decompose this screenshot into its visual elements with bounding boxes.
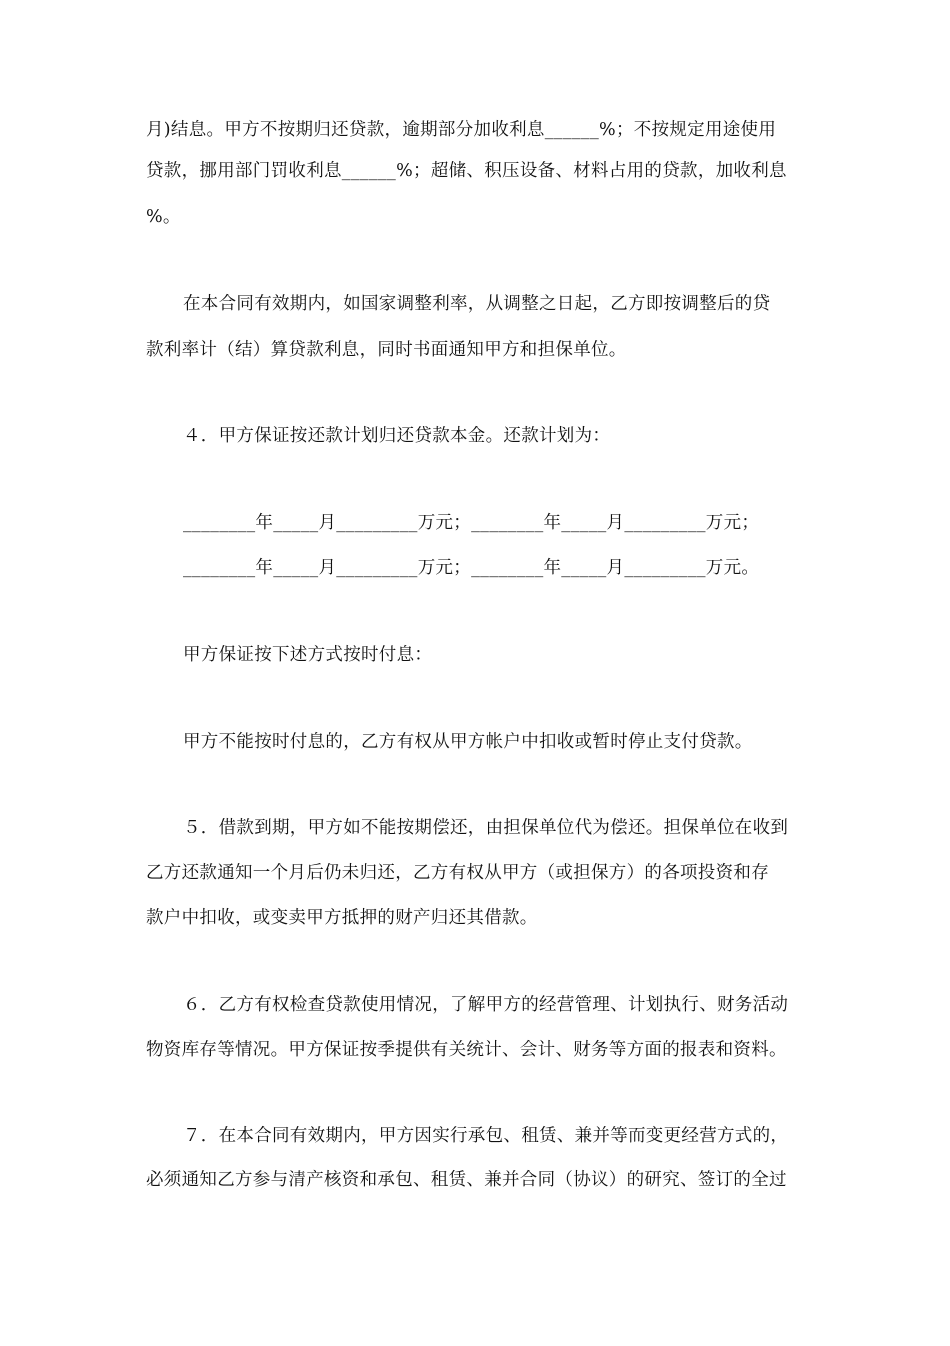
clause-5-line-2: 乙方还款通知一个月后仍未归还，乙方有权从甲方（或担保方）的各项投资和存	[146, 863, 769, 883]
adjust-line-1: 在本合同有效期内，如国家调整利率，从调整之日起，乙方即按调整后的贷	[183, 294, 771, 314]
clause-5-line-1: ５．借款到期，甲方如不能按期偿还，由担保单位代为偿还。担保单位在收到	[183, 818, 789, 838]
rates-line-2: 贷款，挪用部门罚收利息______%；超储、积压设备、材料占用的贷款，加收利息	[146, 161, 787, 181]
clause-6-line-2: 物资库存等情况。甲方保证按季提供有关统计、会计、财务等方面的报表和资料。	[146, 1040, 787, 1060]
clause-7-line-2: 必须通知乙方参与清产核资和承包、租赁、兼并合同（协议）的研究、签订的全过	[146, 1170, 787, 1190]
clause-6-line-1: ６．乙方有权检查贷款使用情况，了解甲方的经营管理、计划执行、财务活动	[183, 995, 789, 1015]
rates-line-3: %。	[146, 207, 181, 227]
clause-5-line-3: 款户中扣收，或变卖甲方抵押的财产归还其借款。	[146, 908, 538, 928]
schedule-row-1: ________年_____月_________万元；________年_____月_________万元；	[183, 513, 760, 533]
clause-7-line-1: ７．在本合同有效期内，甲方因实行承包、租赁、兼并等而变更经营方式的，	[183, 1126, 789, 1146]
adjust-line-2: 款利率计（结）算贷款利息，同时书面通知甲方和担保单位。	[146, 340, 627, 360]
interest-default: 甲方不能按时付息的，乙方有权从甲方帐户中扣收或暂时停止支付贷款。	[183, 732, 753, 752]
interest-method: 甲方保证按下述方式按时付息：	[183, 645, 433, 665]
schedule-row-2: ________年_____月_________万元；________年_____月_________万元。	[183, 558, 760, 578]
clause-4: ４．甲方保证按还款计划归还贷款本金。还款计划为：	[183, 426, 611, 446]
rates-line-1: 月)结息。甲方不按期归还贷款，逾期部分加收利息______%；不按规定用途使用	[146, 120, 777, 140]
